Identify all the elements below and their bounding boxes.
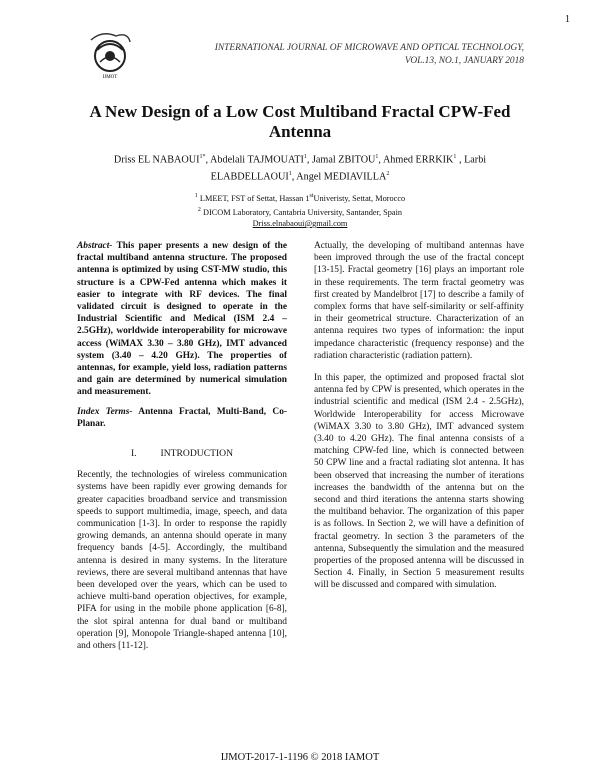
journal-logo: [88, 28, 132, 80]
body-paragraph: Actually, the developing of multiband antennas have been improved through the use of the fractal concept [13-15]. Fractal geometry [16] plays an important role in these requirements. The term fractal geometry was first created by Mandelbrot [17] to describe a family of complex forms that have self-similarity or self-affinity in their geometrical structure. Characterization of an antenna requires two types of information: the input impedance characteristic (frequency response) and the radiation characteristic (radiation pattern).: [314, 241, 524, 361]
author-name: Driss EL NABAOUI: [113, 154, 200, 166]
paper-title: A New Design of a Low Cost Multiband Fractal CPW-Fed Antenna: [89, 102, 511, 141]
right-column: [314, 240, 524, 602]
journal-name: INTERNATIONAL JOURNAL OF MICROWAVE AND OPTICAL TECHNOLOGY,: [214, 43, 524, 53]
author-list: Driss EL $NABAOUI^{1*}$, Abdelali TAJMOUATI$^1$, Jamal ZBITOU$^1$, Ahmed ERRKIK$^1$ , Larbi ELABDELLAOUI$^1$, Angel MEDIAVILLA$^2$: [113, 154, 487, 183]
author-name: Larbi ELABDELLAOUI: [210, 154, 487, 183]
section-heading-introduction: I. INTRODUCTION: [130, 448, 234, 460]
journal-header: [174, 42, 524, 68]
affiliation-1: $^1$ LMEET, FST of Settat, Hassan 1stUniveristy, Settat, Morocco: [194, 193, 406, 203]
author-name: Ahmed ERRKIK: [382, 154, 454, 166]
logo-caption: IJMOT: [102, 75, 118, 80]
contact-email-link[interactable]: Driss.elnabaoui@gmail.com: [252, 219, 348, 228]
author-name: Jamal ZBITOU: [311, 154, 376, 166]
author-name: Abdelali TAJMOUATI: [210, 154, 304, 166]
affiliation-2: $^2$ DICOM Laboratory, Cantabria University, Santander, Spain: [197, 207, 403, 217]
left-column: [77, 240, 287, 662]
abstract: Abstract- This paper presents a new design of the fractal multiband antenna structure. The proposed antenna is optimized by using CST-MW studio, this structure is a CPW-Fed antenna which makes it easier to integrate with RF devices. The final validated circuit is designed to operate in the Industrial Scientific and Medical (ISM 2.4 – 2.5GHz), worldwide interoperability for microwave access (WiMAX 3.30 – 3.80 GHz), IMT advanced system (3.40 – 4.20 GHz). The properties of antennas, for example, yield loss, radiation patterns and gain are determined by numerical simulation and measurement.: [77, 241, 287, 398]
author-name: Angel MEDIAVILLA: [296, 171, 387, 183]
body-paragraph: In this paper, the optimized and proposed fractal slot antenna fed by CPW is presented, which operates in the industrial scientific and medical (ISM 2.4 - 2.5GHz), Worldwide Interoperability for access Microwave (WiMAX 3.30 to 3.80 GHz), IMT advanced system (3.40 to 4.20 GHz). The final antenna consists of a matching CPW-fed line, which is connected between 50 CPW line and a fractal radiating slot antenna. It has been observed that increasing the number of iterations increases the bandwidth of the antenna but on the second and third iterations the antenna starts showing the multiband behavior. The organization of this paper is as follows. In Section 2, we will have a definition of fractal geometry. In section 3 the parameters of the antenna, Subsequently the simulation and the measured properties of the proposed antenna will be discussed in Section 4. Finally, in Section 5 measurement results will be discussed and compared with simulation.: [314, 373, 524, 591]
page-footer: IJMOT-2017-1-1196 © 2018 IAMOT: [220, 752, 380, 763]
page-number: 1: [565, 14, 570, 25]
journal-issue: VOL.13, NO.1, JANUARY 2018: [404, 56, 524, 66]
index-terms: Index Terms- Antenna Fractal, Multi-Band, Co-Planar.: [77, 406, 288, 429]
body-paragraph: Recently, the technologies of wireless communication systems have been rapidly ever growing demands for greater capacities broadband service and transmission speeds to support multimedia, image, speech, and data communication [1-3]. In order to response the rapidly growing demands, an antenna should operate in many frequency bands [4-5]. Accordingly, the multiband antenna is desired in many systems. In the literature reviews, there are several multiband antennas that have been developed over the years, which can be used to achieve multi-band operation objectives, for example, PIFA for using in the mobile phone application [6-8], the slot spiral antenna for dual band or multiband operation [9], Monopole Triangle-shaped antenna [10], and others [11-12].: [77, 470, 287, 652]
